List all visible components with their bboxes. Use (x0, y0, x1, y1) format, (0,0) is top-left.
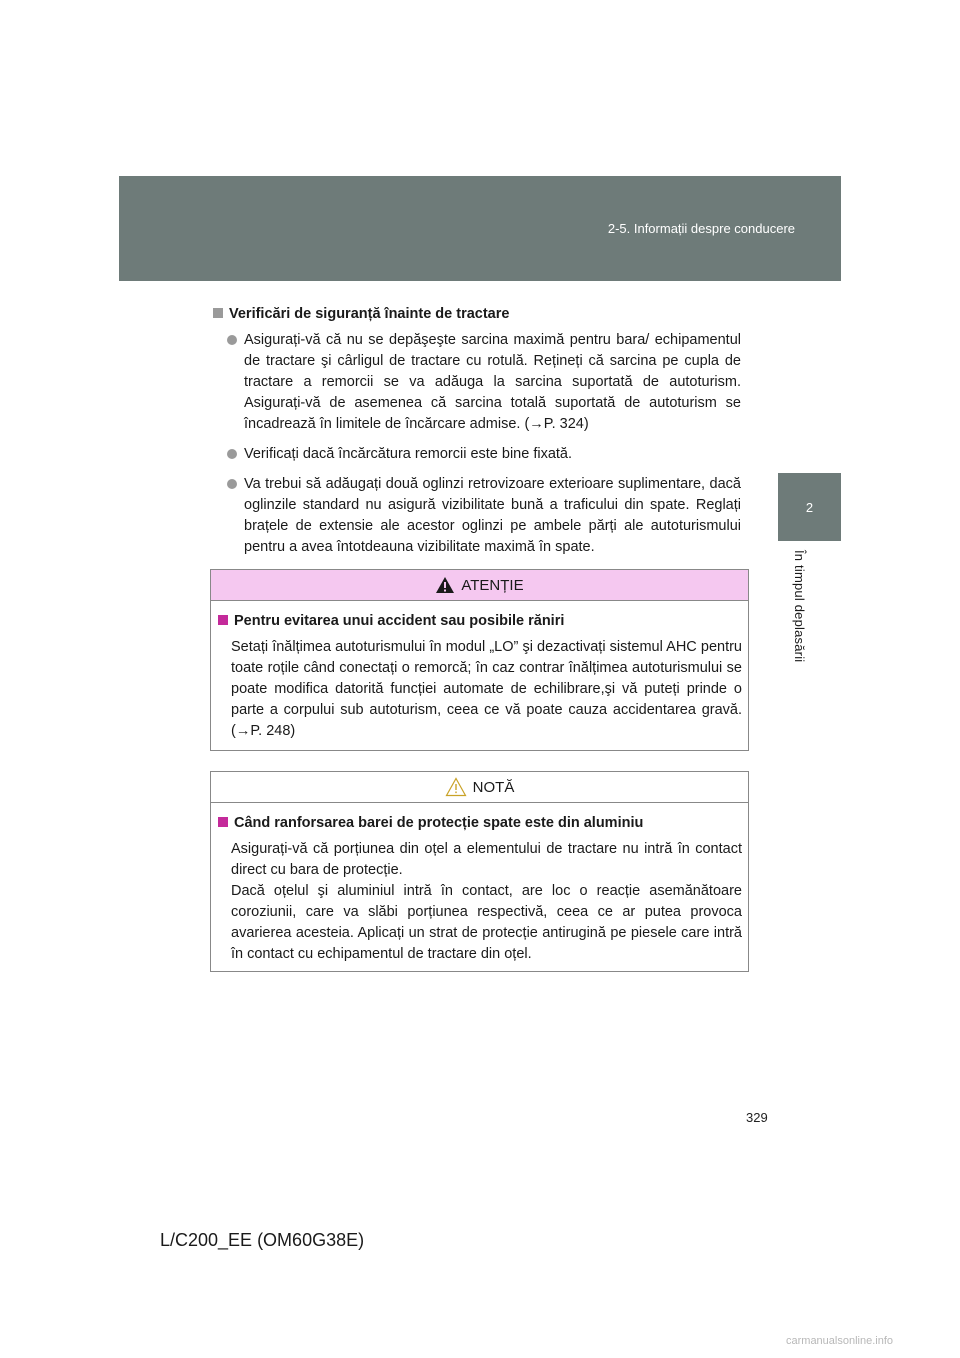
document-code: L/C200_EE (OM60G38E) (160, 1230, 365, 1250)
caution-title: ATENȚIE (461, 576, 524, 594)
list-item (213, 330, 741, 435)
notice-body (211, 803, 748, 979)
chapter-tab (778, 473, 841, 541)
list-item-text: Verificați dacă încărcătura remorcii este bine fixată. (244, 446, 573, 462)
square-marker-icon (218, 817, 228, 827)
safety-section (213, 306, 741, 567)
notice-title: NOTĂ (472, 778, 515, 796)
bullet-icon (227, 335, 237, 345)
section-title: 2-5. Informații despre conducere (607, 221, 795, 236)
caution-text: Setați înălțimea autoturismului în modul „LO” şi dezactivați sistemul AHC pentru toate roțile când conectați o remorcă; în caz contrar înălțimea autoturismului se poate modifica datorită funcției automate de echilibrare,şi vă puteți prinde o parte a corpului sub autoturism, ceea ce vă poate cauza accidentarea gravă. (→P. 248) (231, 639, 742, 739)
list-item-text: Asigurați-vă că nu se depăşeşte sarcina maximă pentru bara/ echipamentul de tractare şi cârligul de tractare cu rotulă. Rețineți că sarcina pe cupla de tractare a remorcii se va adăuga la sarcina suportată de autoturism. Asigurați-vă de asemenea că sarcina totală suportată de autoturism se încadrează în limitele de încărcare admise. (→P. 324) (244, 332, 741, 432)
section-header (119, 176, 841, 281)
notice-text-1: Asigurați-vă că porțiunea din oțel a elementului de tractare nu intră în contact direct cu bara de protecție. (231, 841, 742, 878)
warning-triangle-icon (435, 576, 455, 594)
notice-text-2: Dacă oțelul şi aluminiul intră în contact, are loc o reacție asemănătoare coroziunii, care va slăbi porțiunea respectivă, ceea ce ar putea provoca avarierea acesteia. Aplicați un strat de protecție antirugină pe piesele care intră în contact cu echipamentul de tractare din oțel. (231, 883, 742, 962)
list-item (213, 444, 741, 465)
caution-heading (218, 613, 742, 629)
caution-heading-text: Pentru evitarea unui accident sau posibile răniri (234, 613, 565, 629)
page-number: 329 (746, 1110, 768, 1125)
safety-heading (213, 306, 741, 322)
notice-box (210, 771, 749, 972)
safety-heading-text: Verificări de siguranță înainte de tractare (229, 306, 510, 322)
square-marker-icon (213, 308, 223, 318)
caution-body (211, 601, 748, 756)
bullet-icon (227, 449, 237, 459)
caution-box (210, 569, 749, 751)
chapter-label: În timpul deplasării (792, 550, 807, 663)
notice-heading (218, 815, 742, 831)
caution-header (211, 570, 748, 601)
notice-heading-text: Când ranforsarea barei de protecție spate este din aluminiu (234, 815, 644, 831)
square-marker-icon (218, 615, 228, 625)
list-item-text: Va trebui să adăugați două oglinzi retrovizoare exterioare suplimentare, dacă oglinzile standard nu asigură vizibilitate bună a traficului din spate. Reglați brațele de extensie ale acestor oglinzi pe ambele părți ale autoturismului pentru a avea întotdeauna vizibilitate maximă în spate. (244, 476, 741, 555)
chapter-number: 2 (805, 500, 814, 515)
list-item (213, 474, 741, 558)
watermark: carmanualsonline.info (786, 1335, 894, 1347)
bullet-icon (227, 479, 237, 489)
notice-header (211, 772, 748, 803)
warning-triangle-outline-icon (445, 777, 467, 797)
